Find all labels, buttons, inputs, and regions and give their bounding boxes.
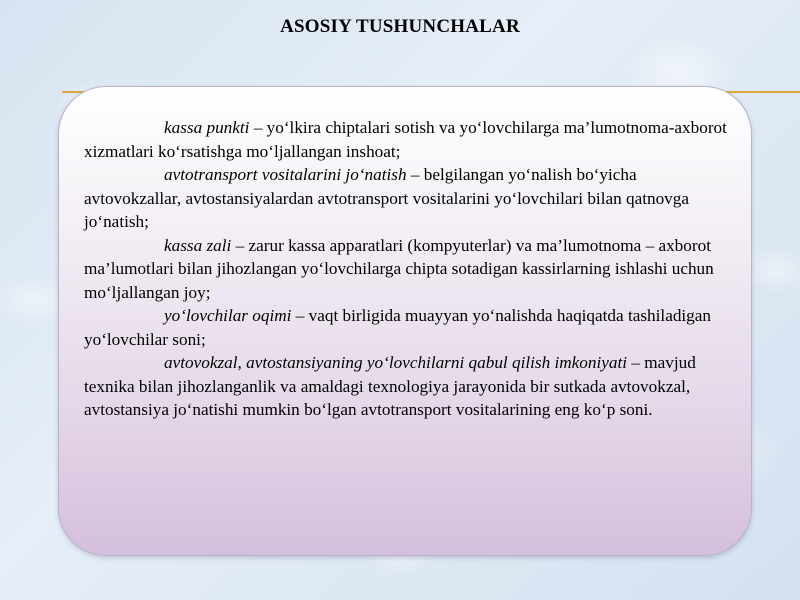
definition-item	[84, 116, 734, 163]
definition-separator: –	[291, 306, 309, 325]
definition-item	[84, 351, 734, 422]
definition-text: belgilangan yo‘nalish bo‘yicha avtovokzallar, avtostansiyalardan avtotransport vositalarini yo‘lovchilari bilan qatnovga jo‘natish;	[84, 165, 689, 231]
definition-term: yo‘lovchilar oqimi	[164, 306, 292, 325]
definition-separator: –	[627, 353, 645, 372]
definition-term: kassa zali	[164, 235, 232, 255]
definition-term: avtotransport vositalarini jo‘natish	[164, 165, 407, 184]
definition-item	[84, 234, 734, 305]
definition-separator: –	[406, 165, 424, 184]
definition-term: avtovokzal, avtostansiyaning yo‘lovchilarni qabul qilish imkoniyati	[164, 353, 628, 372]
definitions-list	[84, 116, 734, 422]
definition-item	[84, 304, 734, 351]
definition-text: mavjud texnika bilan jihozlanganlik va amaldagi texnologiya jarayonida bir sutkada avtovokzal, avtostansiya jo‘natishi mumkin bo‘lgan avtotransport vositalarining eng ko‘p soni.	[84, 353, 696, 419]
definition-item	[84, 163, 734, 234]
slide-title: ASOSIY TUSHUNCHALAR	[280, 16, 520, 37]
definition-text: zarur kassa apparatlari (kompyuterlar) va ma’lumotnoma – axborot ma’lumotlari bilan jihozlangan yo‘lovchilarga chipta sotadigan kassirlarning ishlashi uchun mo‘ljallangan joy;	[84, 235, 714, 302]
definition-text: yo‘lkira chiptalari sotish va yo‘lovchilarga ma’lumotnoma-axborot xizmatlari ko‘rsatishga mo‘ljallangan inshoat;	[84, 118, 727, 161]
definition-text: vaqt birligida muayyan yo‘nalishda haqiqatda tashiladigan yo‘lovchilar soni;	[84, 306, 712, 349]
definition-term: kassa punkti	[164, 118, 250, 137]
definition-separator: –	[231, 235, 249, 255]
definition-separator: –	[249, 118, 267, 137]
